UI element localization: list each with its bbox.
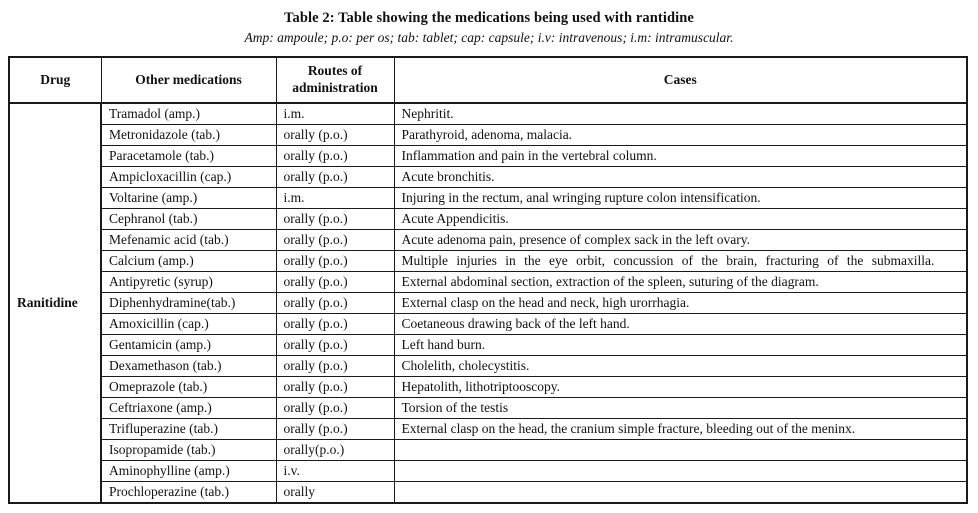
route-cell: orally (p.o.) — [276, 167, 394, 188]
medication-cell: Voltarine (amp.) — [101, 188, 276, 209]
table-row — [9, 272, 967, 293]
medication-cell: Prochloperazine (tab.) — [101, 482, 276, 504]
medication-cell: Isopropamide (tab.) — [101, 440, 276, 461]
route-cell: orally (p.o.) — [276, 419, 394, 440]
medication-cell: Cephranol (tab.) — [101, 209, 276, 230]
medication-cell: Aminophylline (amp.) — [101, 461, 276, 482]
route-cell: orally (p.o.) — [276, 398, 394, 419]
route-cell: orally (p.o.) — [276, 356, 394, 377]
column-header-cases: Cases — [394, 57, 967, 103]
route-cell: i.m. — [276, 103, 394, 125]
cases-cell: Acute bronchitis. — [394, 167, 967, 188]
route-cell: orally — [276, 482, 394, 504]
medication-cell: Calcium (amp.) — [101, 251, 276, 272]
route-cell: orally (p.o.) — [276, 230, 394, 251]
table-row — [9, 419, 967, 440]
cases-cell: External clasp on the head and neck, high urorrhagia. — [394, 293, 967, 314]
table-row — [9, 356, 967, 377]
route-cell: orally (p.o.) — [276, 125, 394, 146]
table-row — [9, 482, 967, 504]
cases-cell: Left hand burn. — [394, 335, 967, 356]
table-row — [9, 125, 967, 146]
table-row — [9, 314, 967, 335]
medication-cell: Tramadol (amp.) — [101, 103, 276, 125]
cases-cell: Injuring in the rectum, anal wringing rupture colon intensification. — [394, 188, 967, 209]
column-header-medications: Other medications — [101, 57, 276, 103]
route-cell: orally (p.o.) — [276, 377, 394, 398]
medication-cell: Metronidazole (tab.) — [101, 125, 276, 146]
medication-cell: Paracetamole (tab.) — [101, 146, 276, 167]
table-row — [9, 251, 967, 272]
cases-cell: Acute adenoma pain, presence of complex sack in the left ovary. — [394, 230, 967, 251]
medication-cell: Mefenamic acid (tab.) — [101, 230, 276, 251]
route-cell: orally (p.o.) — [276, 251, 394, 272]
table-row — [9, 188, 967, 209]
table-row — [9, 377, 967, 398]
medication-cell: Ampicloxacillin (cap.) — [101, 167, 276, 188]
route-cell: orally (p.o.) — [276, 272, 394, 293]
cases-cell — [394, 440, 967, 461]
medication-cell: Ceftriaxone (amp.) — [101, 398, 276, 419]
route-cell: orally (p.o.) — [276, 209, 394, 230]
cases-cell: Cholelith, cholecystitis. — [394, 356, 967, 377]
medication-cell: Dexamethason (tab.) — [101, 356, 276, 377]
route-cell: orally(p.o.) — [276, 440, 394, 461]
table-row — [9, 103, 967, 125]
medication-cell: Omeprazole (tab.) — [101, 377, 276, 398]
table-row — [9, 167, 967, 188]
table-row — [9, 230, 967, 251]
cases-cell: Acute Appendicitis. — [394, 209, 967, 230]
column-header-drug: Drug — [9, 57, 101, 103]
medication-cell: Diphenhydramine(tab.) — [101, 293, 276, 314]
table-row — [9, 293, 967, 314]
table-row — [9, 209, 967, 230]
column-header-routes: Routes of administration — [276, 57, 394, 103]
cases-cell: Multiple injuries in the eye orbit, concussion of the brain, fracturing of the submaxilla. — [394, 251, 967, 272]
cases-cell: External clasp on the head, the cranium simple fracture, bleeding out of the meninx. — [394, 419, 967, 440]
table-row — [9, 146, 967, 167]
route-cell: orally (p.o.) — [276, 146, 394, 167]
table-title: Table 2: Table showing the medications being used with rantidine — [284, 10, 694, 26]
cases-cell: Coetaneous drawing back of the left hand. — [394, 314, 967, 335]
drug-cell: Ranitidine — [9, 103, 101, 503]
cases-cell — [394, 482, 967, 504]
cases-cell: Nephritit. — [394, 103, 967, 125]
cases-cell: External abdominal section, extraction of the spleen, suturing of the diagram. — [394, 272, 967, 293]
table-row — [9, 461, 967, 482]
medications-table — [8, 56, 968, 504]
medication-cell: Trifluperazine (tab.) — [101, 419, 276, 440]
route-cell: orally (p.o.) — [276, 314, 394, 335]
medication-cell: Antipyretic (syrup) — [101, 272, 276, 293]
cases-cell: Inflammation and pain in the vertebral column. — [394, 146, 967, 167]
route-cell: orally (p.o.) — [276, 335, 394, 356]
medication-cell: Gentamicin (amp.) — [101, 335, 276, 356]
route-cell: orally (p.o.) — [276, 293, 394, 314]
header-row — [9, 57, 967, 103]
table-row — [9, 335, 967, 356]
table-row — [9, 398, 967, 419]
table-subtitle: Amp: ampoule; p.o: per os; tab: tablet; cap: capsule; i.v: intravenous; i.m: intramuscular. — [244, 30, 734, 45]
route-cell: i.m. — [276, 188, 394, 209]
cases-cell: Parathyroid, adenoma, malacia. — [394, 125, 967, 146]
cases-cell: Torsion of the testis — [394, 398, 967, 419]
medication-cell: Amoxicillin (cap.) — [101, 314, 276, 335]
cases-cell: Hepatolith, lithotriptooscopy. — [394, 377, 967, 398]
table-row — [9, 440, 967, 461]
cases-cell — [394, 461, 967, 482]
route-cell: i.v. — [276, 461, 394, 482]
